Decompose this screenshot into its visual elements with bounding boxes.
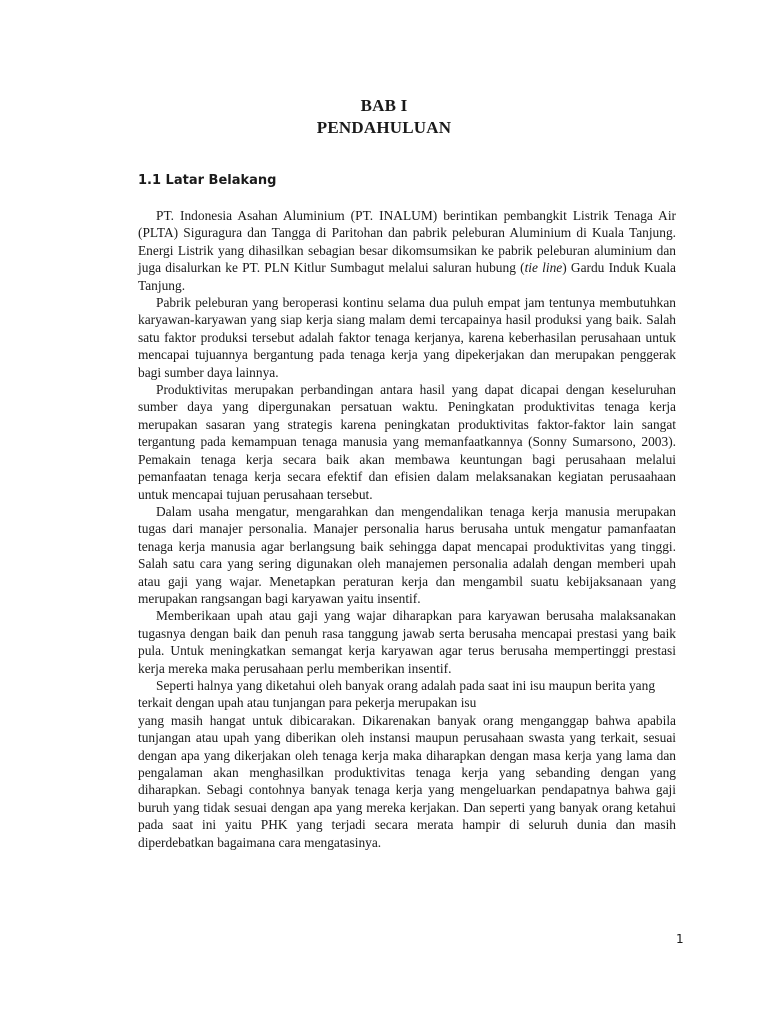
- paragraph-3: Produktivitas merupakan perbandingan antara hasil yang dapat dicapai dengan keseluruhan sumber daya yang dipergunakan persatuan waktu. Peningkatan produktivitas tenaga kerja merupakan sasaran yang strategis karena peningkatan produktivitas faktor-faktor lain sangat tergantung pada kemampuan tenaga manusia yang memanfaatkannya (Sonny Sumarsono, 2003). Pemakain tenaga kerja secara baik akan membawa keuntungan bagi perusahaan melalui pemanfaatan tenaga kerja secara efektif dan efisien dalam melaksanakan kegiatan perusaahaan untuk mencapai tujuan perusahaan tersebut.: [138, 382, 676, 502]
- section-heading: 1.1 Latar Belakang: [138, 173, 277, 188]
- chapter-title: PENDAHULUAN: [316, 118, 452, 137]
- paragraph-5: Memberikaan upah atau gaji yang wajar diharapkan para karyawan berusaha malaksanakan tugasnya dengan baik dan penuh rasa tanggung jawab serta berusaha mencapai prestasi yang baik pula. Untuk meningkatkan semangat kerja karyawan agar terus berusaha mempertinggi prestasi kerja mereka maka perusahaan perlu memberikan insentif.: [138, 608, 676, 676]
- paragraph-1: [138, 207, 676, 294]
- paragraph-7: yang masih hangat untuk dibicarakan. Dikarenakan banyak orang menganggap bahwa apabila tunjangan atau upah yang diberikan oleh instansi maupun perusahaan swasta yang terkait, sesuai dengan apa yang dikerjakan oleh tenaga kerja maka diharapkan dengan masa kerja yang lama dan pengalaman akan menghasilkan produktivitas tenaga kerja yang sebanding dengan yang diharapkan. Sebagi contohnya banyak tenaga kerja yang mengeluarkan pendapatnya bahwa gaji buruh yang tidak sesuai dengan apa yang mereka kerjakan. Dan seperti yang banyak orang ketahui pada saat ini yaitu PHK yang terjadi secara merata hampir di seluruh dunia dan masih diperdebatkan bagaimana cara mengatasinya.: [138, 712, 676, 850]
- paragraph-4: Dalam usaha mengatur, mengarahkan dan mengendalikan tenaga kerja manusia merupakan tugas dari manajer personalia. Manajer personalia harus berusaha untuk mengatur pamanfaatan tenaga kerja manusia agar berlangsung baik sehingga dapat mencapai produktivitas yang tinggi. Salah satu cara yang sering digunakan oleh manajemen personalia adalah dengan memberi upah atau gaji yang wajar. Menetapkan peraturan kerja dan mengambil suatu kebijaksanaan yang merupakan rangsangan bagi karyawan yaitu insentif.: [138, 503, 676, 606]
- chapter-number: BAB I: [360, 96, 408, 115]
- tie-line-term: tie line: [524, 260, 563, 276]
- paragraph-2: Pabrik peleburan yang beroperasi kontinu selama dua puluh empat jam tentunya membutuhkan karyawan-karyawan yang siap kerja siang malam demi tercapainya hasil produksi yang baik. Salah satu faktor produksi tersebut adalah faktor tenaga kerjanya, karena keberhasilan perusahaan untuk mencapai tujuannya bergantung pada tenaga kerja yang dipekerjakan dan merupakan penggerak bagi sumber daya lainnya.: [138, 295, 676, 380]
- page-number: 1: [676, 932, 684, 946]
- paragraph-6: Seperti halnya yang diketahui oleh banyak orang adalah pada saat ini isu maupun berita yang terkait dengan upah atau tunjangan para pekerja merupakan isu: [138, 677, 656, 711]
- body-text: [138, 207, 676, 851]
- paragraph-1-text: PT. Indonesia Asahan Aluminium (PT. INALUM) berintikan pembangkit Listrik Tenaga Air (PLTA) Siguragura dan Tangga di Paritohan dan pabrik peleburan Aluminium di Kuala Tanjung. Energi Listrik yang dihasilkan sebagian besar dikomsumsikan ke pabrik peleburan aluminium dan juga disalurkan ke PT. PLN Kitlur Sumbagut melalui saluran hubung (: [138, 208, 676, 276]
- paragraph-1-text-end: ) Gardu Induk Kuala Tanjung.: [138, 260, 676, 293]
